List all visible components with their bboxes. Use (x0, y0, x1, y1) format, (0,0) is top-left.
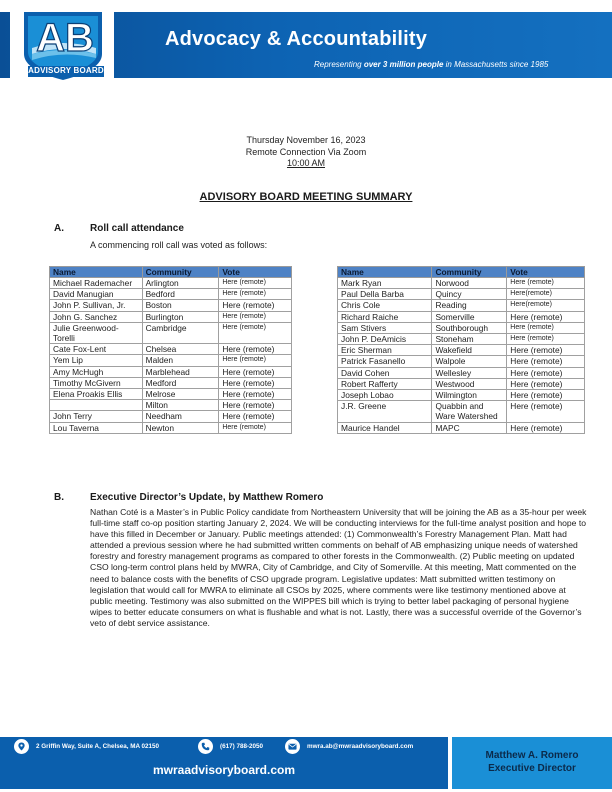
member-vote: Here (remote) (507, 367, 585, 378)
table-row (50, 422, 292, 433)
col-header-vote: Vote (219, 267, 292, 278)
table-row (338, 401, 585, 422)
member-vote: Here (remote) (219, 344, 292, 355)
meeting-info (0, 135, 612, 170)
table-row (50, 311, 292, 322)
col-header-community: Community (142, 267, 219, 278)
member-vote: Here(remote) (507, 289, 585, 300)
member-community: MAPC (432, 422, 507, 433)
member-vote: Here (remote) (219, 366, 292, 377)
table-row (338, 422, 585, 433)
member-vote: Here (remote) (507, 322, 585, 333)
col-header-name: Name (50, 267, 143, 278)
member-name: Mark Ryan (338, 278, 432, 289)
table-row (338, 322, 585, 333)
member-vote: Here (remote) (507, 422, 585, 433)
table-row (338, 334, 585, 345)
member-vote: Here (remote) (507, 311, 585, 322)
member-community: Bedford (142, 289, 219, 300)
member-vote: Here (remote) (219, 389, 292, 400)
table-row (338, 300, 585, 311)
member-community: Boston (142, 300, 219, 311)
table-row (50, 377, 292, 388)
member-community: Milton (142, 400, 219, 411)
member-vote: Here (remote) (507, 401, 585, 422)
footer-phone[interactable]: (617) 788-2050 (220, 743, 264, 750)
table-row (50, 366, 292, 377)
member-community: Needham (142, 411, 219, 422)
table-row (338, 378, 585, 389)
member-name: David Manugian (50, 289, 143, 300)
member-name: John P. Sullivan, Jr. (50, 300, 143, 311)
member-name: J.R. Greene (338, 401, 432, 422)
member-vote: Here (remote) (219, 311, 292, 322)
director-name: Matthew A. Romero (485, 750, 579, 761)
table-row (50, 400, 292, 411)
table-row (50, 411, 292, 422)
member-community: Quincy (432, 289, 507, 300)
member-name: Yem Lip (50, 355, 143, 366)
member-community: Chelsea (142, 344, 219, 355)
member-vote: Here (remote) (219, 422, 292, 433)
member-vote: Here (remote) (507, 356, 585, 367)
member-community: Medford (142, 377, 219, 388)
member-community: Stoneham (432, 334, 507, 345)
member-community: Walpole (432, 356, 507, 367)
col-header-community: Community (432, 267, 507, 278)
footer-website-link[interactable]: mwraadvisoryboard.com (152, 763, 296, 777)
member-vote: Here (remote) (219, 322, 292, 343)
location-pin-icon (14, 739, 29, 754)
member-name: Chris Cole (338, 300, 432, 311)
section-b-letter: B. (54, 492, 64, 503)
member-name: John P. DeAmicis (338, 334, 432, 345)
member-community: Reading (432, 300, 507, 311)
member-vote: Here(remote) (507, 300, 585, 311)
member-community: Wellesley (432, 367, 507, 378)
member-community: Wakefield (432, 345, 507, 356)
logo-letters (30, 13, 100, 59)
logo (10, 4, 114, 84)
roll-call-intro: A commencing roll call was voted as follows: (90, 240, 268, 250)
table-row (50, 344, 292, 355)
meeting-location: Remote Connection Via Zoom (245, 146, 367, 157)
member-community: Somerville (432, 311, 507, 322)
member-name: John Terry (50, 411, 143, 422)
col-header-name: Name (338, 267, 432, 278)
col-header-vote: Vote (507, 267, 585, 278)
table-row (338, 345, 585, 356)
meeting-date: Thursday November 16, 2023 (246, 135, 366, 145)
roll-call-table-right (337, 266, 585, 434)
member-name: Patrick Fasanello (338, 356, 432, 367)
member-vote: Here (remote) (507, 390, 585, 401)
member-vote: Here (remote) (219, 411, 292, 422)
tagline: Representing over 3 million people in Massachusetts since 1985 (314, 60, 549, 69)
member-community: Norwood (432, 278, 507, 289)
table-row (50, 300, 292, 311)
member-name: Cate Fox-Lent (50, 344, 143, 355)
member-name: Richard Raiche (338, 311, 432, 322)
member-vote: Here (remote) (507, 345, 585, 356)
table-row (50, 289, 292, 300)
email-icon (285, 739, 300, 754)
section-a-letter: A. (54, 223, 64, 234)
meeting-time: 10:00 AM (286, 158, 326, 168)
member-community: Newton (142, 422, 219, 433)
member-vote: Here (remote) (507, 278, 585, 289)
member-vote: Here (remote) (219, 377, 292, 388)
member-community: Southborough (432, 322, 507, 333)
member-name: Amy McHugh (50, 366, 143, 377)
member-name: David Cohen (338, 367, 432, 378)
table-row (50, 355, 292, 366)
roll-call-table-left (49, 266, 292, 434)
member-community: Burlington (142, 311, 219, 322)
member-name: John G. Sanchez (50, 311, 143, 322)
page-header (0, 0, 612, 88)
executive-update-text: Nathan Coté is a Master’s in Public Policy candidate from Northeastern University that will be joining the AB as a 35-hour per week full-time staff co-op position starting January 2, 2024. We will be conducting interviews for the full-time analyst position and hope to have this filled in December or January. Public meetings attended: (1) Commonwealth’s Forestry Management Plan. Matt had attended a previous session where he had submitted written comments on behalf of AB emphasizing unique needs of watershed forestry and forestry management programs as compared to other forests in the Commonwealth. (2) Public meeting on updated CSO long-term control plans held by MWRA, City of Cambridge, and City of Somerville. At this meeting, Matt commented on the need to balance costs with the benefits of CSO upgrade program. Legislative updates: Matt submitted written testimony on legislation that would call for MWRA to eliminate all CSOs by 2025, where comments were like testimony mentioned above at public meeting. Testimony was also submitted on the WIPPES bill which is trying to better label packaging of personal hygiene wipes to better educate consumers on what is flushable and what is not. Lastly, there was a successful override of the Governor’s veto of debt service assistance. (90, 507, 587, 628)
member-vote: Here (remote) (219, 300, 292, 311)
member-name: Lou Taverna (50, 422, 143, 433)
footer-director (452, 749, 612, 775)
section-a-title: Roll call attendance (90, 223, 184, 234)
table-row (50, 389, 292, 400)
member-vote: Here (remote) (219, 355, 292, 366)
member-community: Melrose (142, 389, 219, 400)
member-community: Wilmington (432, 390, 507, 401)
table-row (338, 278, 585, 289)
footer-email[interactable]: mwra.ab@mwraadvisoryboard.com (307, 743, 414, 750)
member-vote: Here (remote) (219, 278, 292, 289)
member-name: Michael Rademacher (50, 278, 143, 289)
logo-text: ADVISORY BOARD (28, 66, 104, 75)
member-name: Maurice Handel (338, 422, 432, 433)
member-vote: Here (remote) (219, 400, 292, 411)
member-name: Eric Sherman (338, 345, 432, 356)
table-row (338, 311, 585, 322)
member-vote: Here (remote) (219, 289, 292, 300)
phone-icon (198, 739, 213, 754)
member-community: Malden (142, 355, 219, 366)
member-name: Paul Della Barba (338, 289, 432, 300)
member-community: Marblehead (142, 366, 219, 377)
member-name: Julie Greenwood-Torelli (50, 322, 143, 343)
table-row (338, 367, 585, 378)
member-vote: Here (remote) (507, 334, 585, 345)
page-title: Advocacy & Accountability (165, 28, 428, 50)
footer-address: 2 Griffin Way, Suite A, Chelsea, MA 02150 (36, 743, 160, 750)
table-row (50, 322, 292, 343)
member-vote: Here (remote) (507, 378, 585, 389)
member-name: Sam Stivers (338, 322, 432, 333)
member-community: Cambridge (142, 322, 219, 343)
table-row (338, 390, 585, 401)
svg-text:AB: AB (36, 16, 94, 59)
director-title: Executive Director (488, 763, 576, 774)
member-name: Timothy McGivern (50, 377, 143, 388)
table-row (50, 278, 292, 289)
member-name: Robert Rafferty (338, 378, 432, 389)
section-b-title: Executive Director’s Update, by Matthew Romero (90, 492, 324, 503)
member-name (50, 400, 143, 411)
member-community: Westwood (432, 378, 507, 389)
table-row (338, 356, 585, 367)
summary-title: ADVISORY BOARD MEETING SUMMARY (199, 191, 413, 203)
member-community: Quabbin and Ware Watershed (432, 401, 507, 422)
member-community: Arlington (142, 278, 219, 289)
table-row (338, 289, 585, 300)
member-name: Joseph Lobao (338, 390, 432, 401)
member-name: Elena Proakis Ellis (50, 389, 143, 400)
